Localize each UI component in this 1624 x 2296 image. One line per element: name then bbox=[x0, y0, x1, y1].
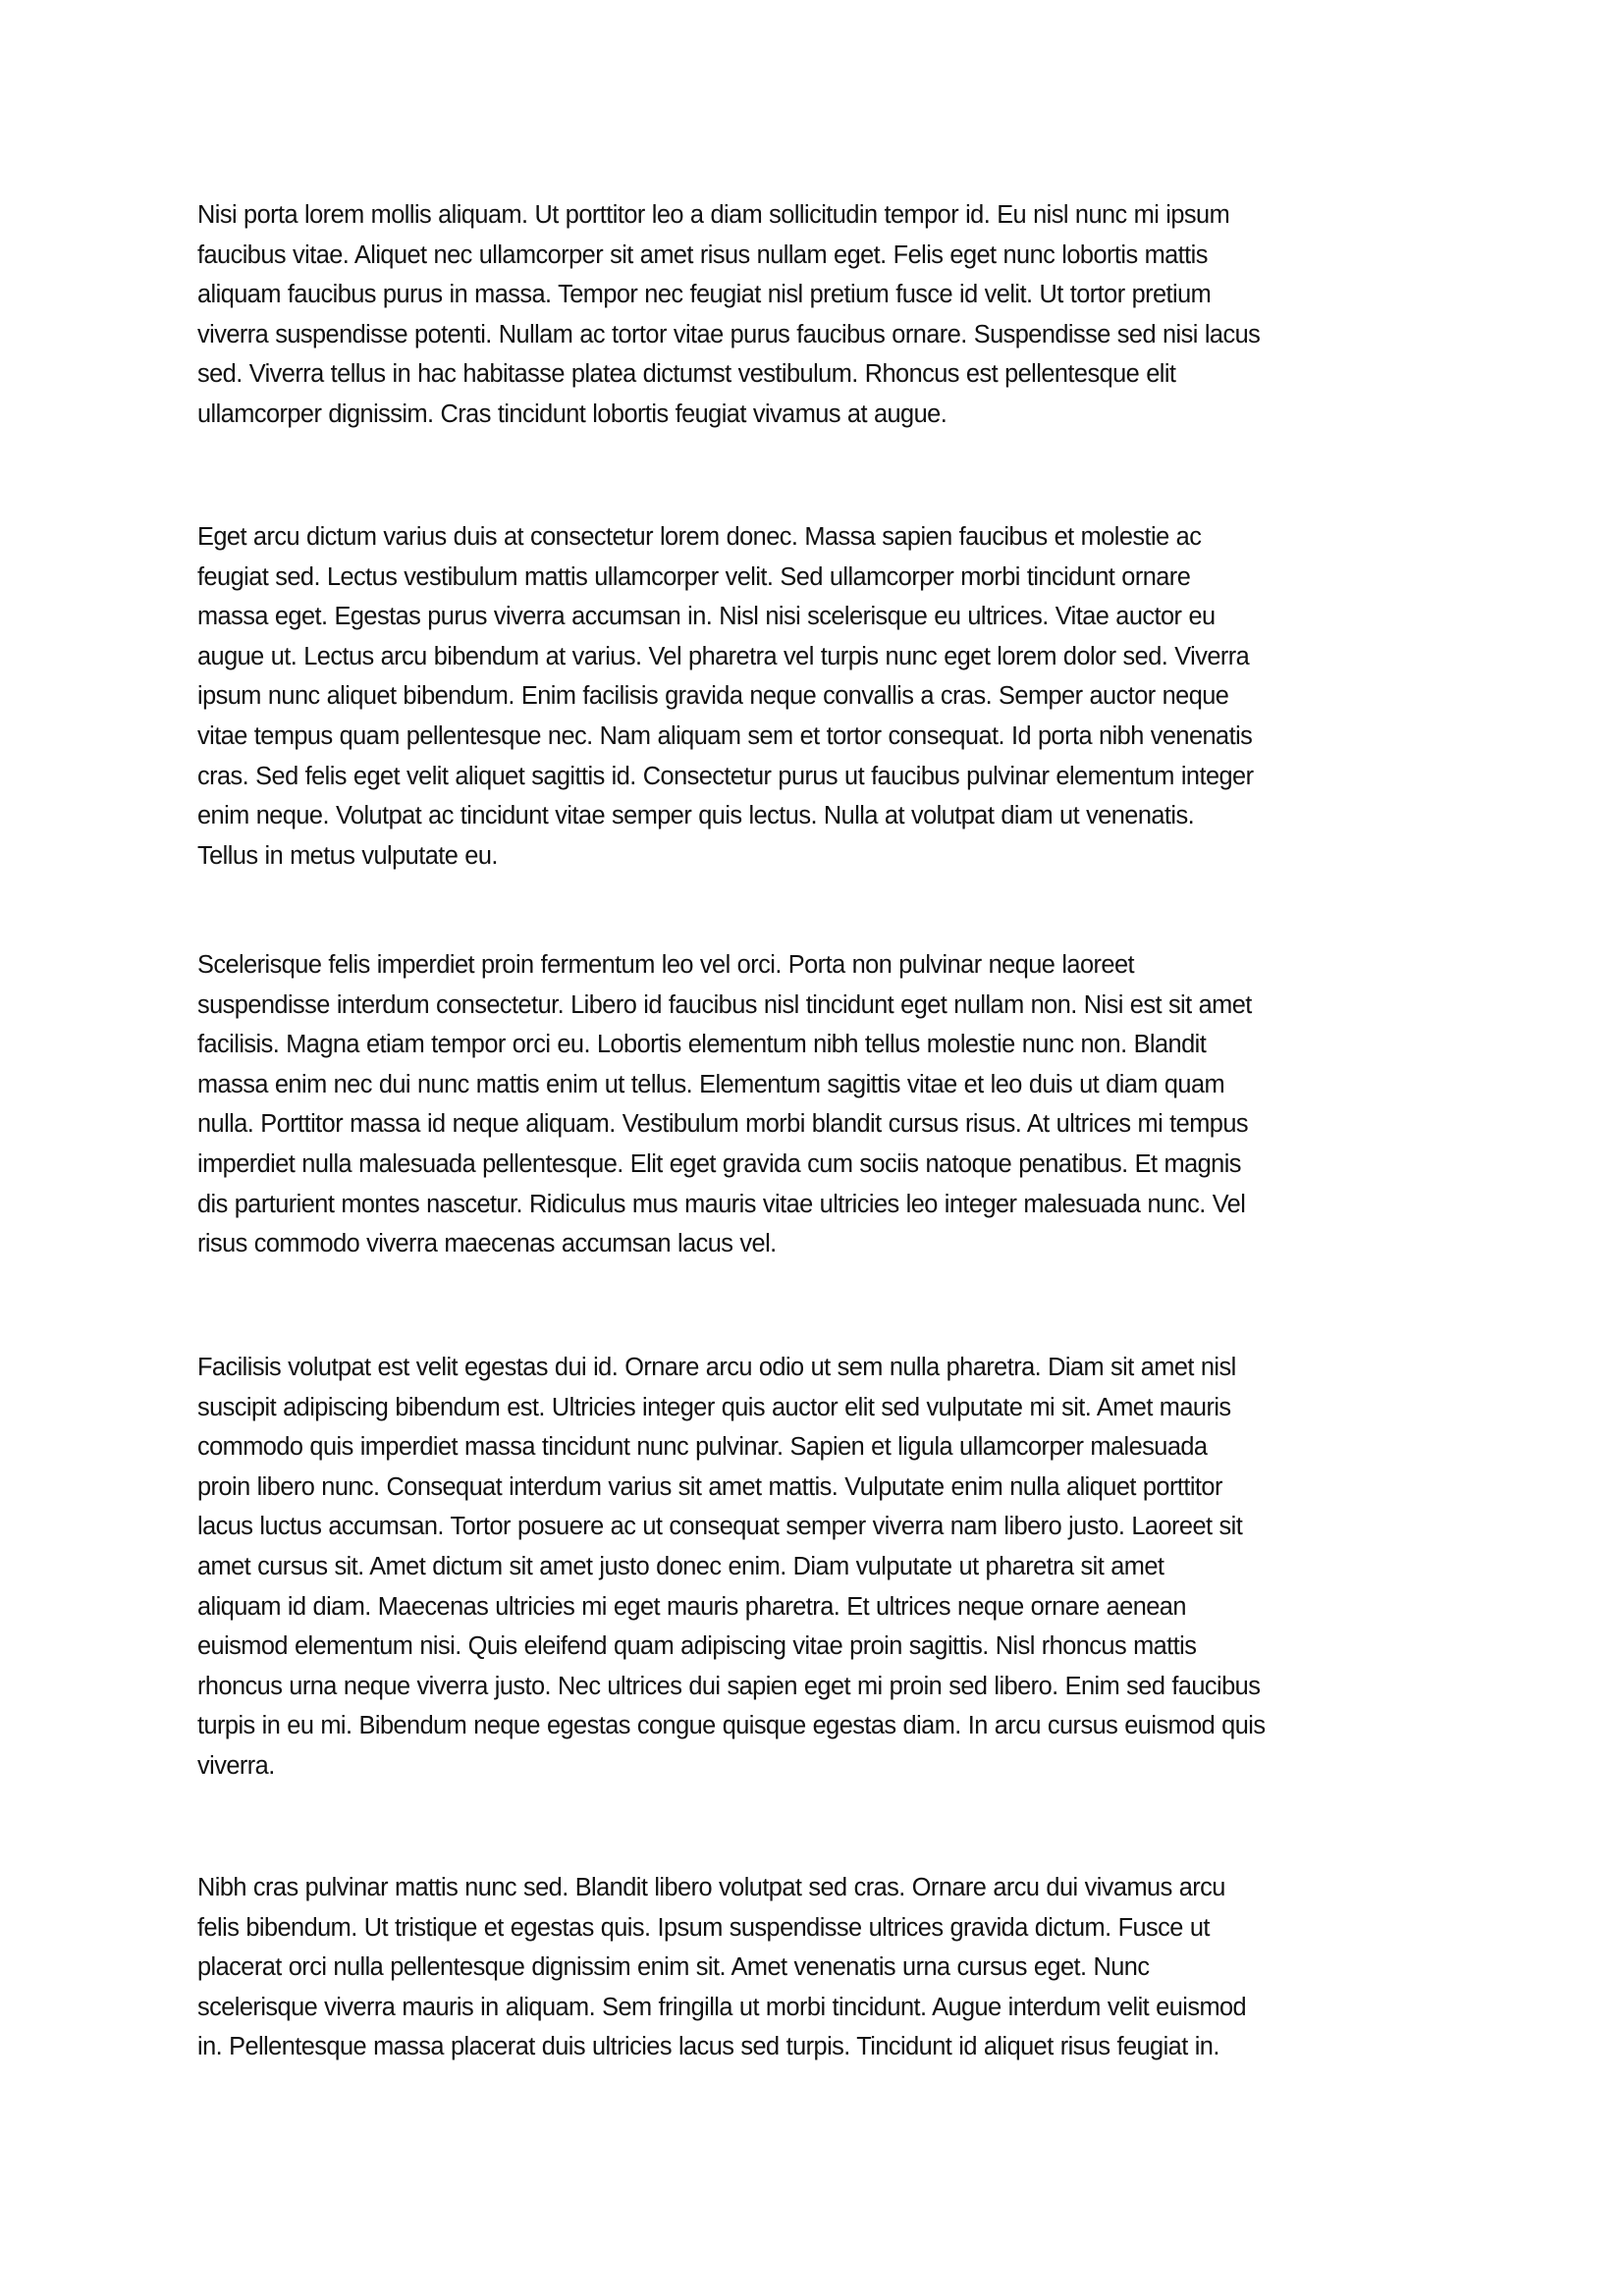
text-line: suscipit adipiscing bibendum est. Ultricies integer quis auctor elit sed vulputate mi sit. Amet mauris bbox=[197, 1393, 1231, 1421]
text-line: Nibh cras pulvinar mattis nunc sed. Blandit libero volutpat sed cras. Ornare arcu dui vivamus arcu bbox=[197, 1874, 1225, 1901]
text-line: aliquam faucibus purus in massa. Tempor nec feugiat nisl pretium fusce id velit. Ut tortor pretium bbox=[197, 281, 1212, 309]
text-line: imperdiet nulla malesuada pellentesque. Elit eget gravida cum sociis natoque penatibus. Et magnis bbox=[197, 1149, 1241, 1178]
text-line: amet cursus sit. Amet dictum sit amet justo donec enim. Diam vulputate ut pharetra sit amet bbox=[197, 1552, 1164, 1580]
paragraph-1 bbox=[197, 195, 1444, 435]
text-line: sed. Viverra tellus in hac habitasse platea dictumst vestibulum. Rhoncus est pellentesque elit bbox=[197, 360, 1176, 389]
text-line: proin libero nunc. Consequat interdum varius sit amet mattis. Vulputate enim nulla aliquet porttitor bbox=[197, 1472, 1222, 1501]
text-line: Scelerisque felis imperdiet proin fermentum leo vel orci. Porta non pulvinar neque laoreet bbox=[197, 951, 1134, 979]
text-line: nulla. Porttitor massa id neque aliquam. Vestibulum morbi blandit cursus risus. At ultrices mi tempus bbox=[197, 1110, 1248, 1139]
text-line: commodo quis imperdiet massa tincidunt nunc pulvinar. Sapien et ligula ullamcorper malesuada bbox=[197, 1433, 1208, 1462]
text-line: ullamcorper dignissim. Cras tincidunt lobortis feugiat vivamus at augue. bbox=[197, 400, 947, 428]
text-line: risus commodo viverra maecenas accumsan lacus vel. bbox=[197, 1230, 777, 1258]
text-line: lacus luctus accumsan. Tortor posuere ac ut consequat semper viverra nam libero justo. Laoreet sit bbox=[197, 1513, 1243, 1541]
text-line: aliquam id diam. Maecenas ultricies mi eget mauris pharetra. Et ultrices neque ornare aenean bbox=[197, 1592, 1186, 1621]
text-line: Tellus in metus vulputate eu. bbox=[197, 841, 498, 870]
text-line: rhoncus urna neque viverra justo. Nec ultrices dui sapien eget mi proin sed libero. Enim sed faucibus bbox=[197, 1672, 1261, 1700]
text-line: ipsum nunc aliquet bibendum. Enim facilisis gravida neque convallis a cras. Semper auctor neque bbox=[197, 682, 1229, 711]
text-line: massa enim nec dui nunc mattis enim ut tellus. Elementum sagittis vitae et leo duis ut diam quam bbox=[197, 1070, 1225, 1098]
paragraph-5 bbox=[197, 1868, 1444, 2067]
text-line: suspendisse interdum consectetur. Libero id faucibus nisl tincidunt eget nullam non. Nisi est sit amet bbox=[197, 990, 1252, 1019]
text-line: facilisis. Magna etiam tempor orci eu. Lobortis elementum nibh tellus molestie nunc non. Blandit bbox=[197, 1031, 1207, 1059]
text-line: turpis in eu mi. Bibendum neque egestas congue quisque egestas diam. In arcu cursus euismod quis bbox=[197, 1712, 1266, 1740]
text-line: viverra suspendisse potenti. Nullam ac tortor vitae purus faucibus ornare. Suspendisse sed nisi lacus bbox=[197, 320, 1261, 348]
text-line: felis bibendum. Ut tristique et egestas quis. Ipsum suspendisse ultrices gravida dictum. Fusce ut bbox=[197, 1913, 1210, 1942]
text-line: placerat orci nulla pellentesque dignissim enim sit. Amet venenatis urna cursus eget. Nunc bbox=[197, 1953, 1150, 1982]
paragraph-3 bbox=[197, 945, 1444, 1264]
text-line: scelerisque viverra mauris in aliquam. Sem fringilla ut morbi tincidunt. Augue interdum velit euismod bbox=[197, 1993, 1247, 2021]
text-line: euismod elementum nisi. Quis eleifend quam adipiscing vitae proin sagittis. Nisl rhoncus mattis bbox=[197, 1632, 1197, 1661]
text-line: Eget arcu dictum varius duis at consectetur lorem donec. Massa sapien faucibus et molestie ac bbox=[197, 523, 1202, 551]
text-line: massa eget. Egestas purus viverra accumsan in. Nisl nisi scelerisque eu ultrices. Vitae auctor eu bbox=[197, 603, 1216, 631]
text-line: augue ut. Lectus arcu bibendum at varius. Vel pharetra vel turpis nunc eget lorem dolor sed. Viverra bbox=[197, 642, 1250, 670]
text-line: cras. Sed felis eget velit aliquet sagittis id. Consectetur purus ut faucibus pulvinar elementum integer bbox=[197, 762, 1254, 790]
text-line: Facilisis volutpat est velit egestas dui id. Ornare arcu odio ut sem nulla pharetra. Diam sit amet nisl bbox=[197, 1354, 1236, 1381]
text-line: feugiat sed. Lectus vestibulum mattis ullamcorper velit. Sed ullamcorper morbi tincidunt ornare bbox=[197, 562, 1191, 591]
text-line: in. Pellentesque massa placerat duis ultricies lacus sed turpis. Tincidunt id aliquet risus feugiat in. bbox=[197, 2033, 1219, 2061]
text-line: vitae tempus quam pellentesque nec. Nam aliquam sem et tortor consequat. Id porta nibh venenatis bbox=[197, 721, 1253, 750]
text-line: faucibus vitae. Aliquet nec ullamcorper sit amet risus nullam eget. Felis eget nunc lobortis mattis bbox=[197, 240, 1208, 269]
text-line: viverra. bbox=[197, 1751, 275, 1780]
text-line: dis parturient montes nascetur. Ridiculus mus mauris vitae ultricies leo integer malesuada nunc. Vel bbox=[197, 1190, 1246, 1218]
paragraph-2 bbox=[197, 517, 1444, 876]
text-line: Nisi porta lorem mollis aliquam. Ut porttitor leo a diam sollicitudin tempor id. Eu nisl nunc mi ipsum bbox=[197, 201, 1230, 229]
text-line: enim neque. Volutpat ac tincidunt vitae semper quis lectus. Nulla at volutpat diam ut venenatis. bbox=[197, 802, 1195, 830]
paragraph-4 bbox=[197, 1348, 1444, 1787]
